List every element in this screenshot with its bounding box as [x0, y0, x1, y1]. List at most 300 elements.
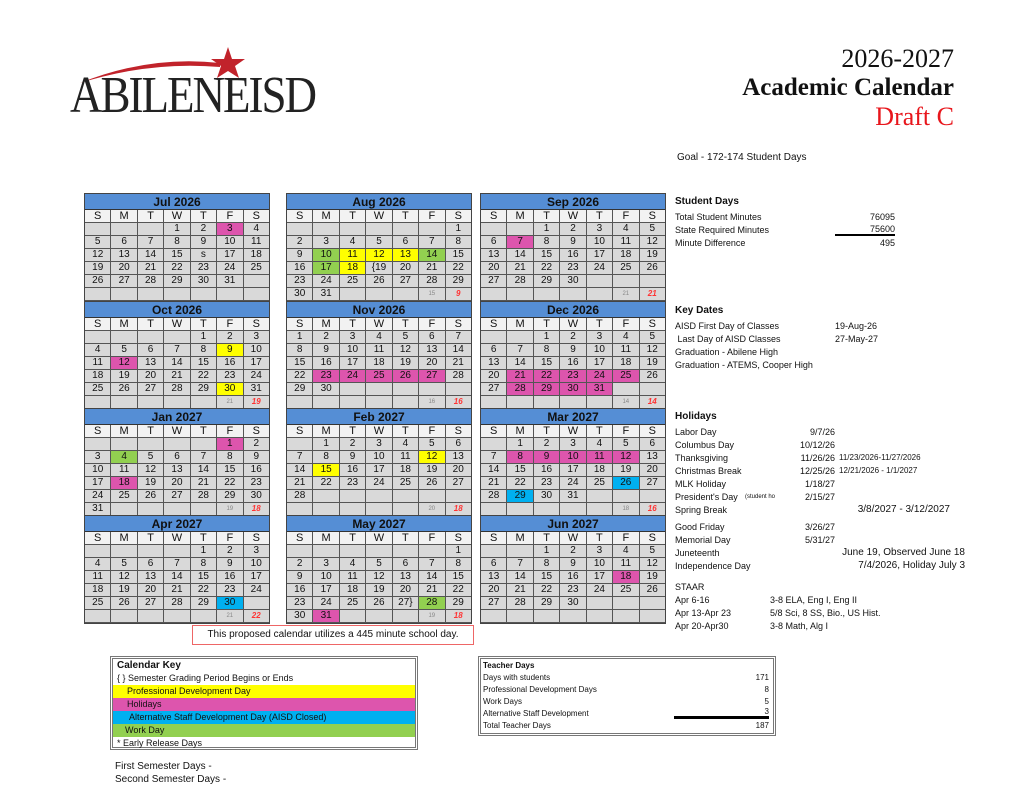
- day-cell: 4: [340, 558, 366, 571]
- week-row: [85, 584, 269, 597]
- day-cell: 3: [217, 223, 243, 236]
- teacher-days-row: [481, 707, 773, 719]
- day-cell: 19: [640, 357, 665, 370]
- week-row: [85, 331, 269, 344]
- teacher-days-title: Teacher Days: [483, 660, 535, 670]
- calendar-key: [110, 656, 418, 750]
- day-cell: 2: [560, 223, 586, 236]
- day-cell: 30: [560, 597, 586, 610]
- weekday-label: T: [340, 210, 366, 223]
- key-dates-section: [675, 305, 935, 371]
- day-cell: 13: [393, 571, 419, 584]
- day-cell: 16: [560, 249, 586, 262]
- holidays-value: 10/12/26: [799, 439, 835, 450]
- day-cell: 3: [587, 331, 613, 344]
- day-cell: 28: [164, 383, 190, 396]
- weekday-label: S: [287, 425, 313, 438]
- day-cell: [164, 438, 190, 451]
- day-cell: 26: [85, 275, 111, 288]
- running-days-count: 18: [446, 610, 471, 623]
- weekday-label: S: [244, 318, 269, 331]
- weekday-label: M: [111, 318, 137, 331]
- day-cell: 26: [138, 490, 164, 503]
- month-oct-2026: [84, 301, 270, 410]
- holidays-label: Spring Break: [675, 504, 728, 515]
- holidays-title: Holidays: [675, 411, 717, 422]
- student-days-section: [675, 196, 900, 249]
- day-cell: [481, 223, 507, 236]
- weekday-header-row: [481, 318, 665, 331]
- weekday-label: S: [85, 318, 111, 331]
- teacher-days-row: [481, 695, 773, 707]
- day-cell: {19: [366, 262, 392, 275]
- week-row: [85, 438, 269, 451]
- weekday-label: M: [111, 210, 137, 223]
- day-cell: 10: [366, 451, 392, 464]
- week-row: [481, 249, 665, 262]
- day-cell: 5: [366, 558, 392, 571]
- day-cell: 18: [85, 370, 111, 383]
- week-row: [85, 357, 269, 370]
- day-cell: 25: [340, 275, 366, 288]
- day-cell: 22: [446, 262, 471, 275]
- week-row: [85, 464, 269, 477]
- day-cell: 16: [534, 464, 560, 477]
- month-title: Sep 2026: [481, 194, 665, 210]
- day-cell: 31: [313, 288, 339, 301]
- day-cell: 6: [446, 438, 471, 451]
- week-row: [481, 262, 665, 275]
- week-row: [85, 558, 269, 571]
- day-cell: 16: [340, 464, 366, 477]
- day-cell: 14: [287, 464, 313, 477]
- semester-days: [115, 760, 226, 786]
- day-cell: 1: [191, 545, 217, 558]
- day-cell: [507, 331, 533, 344]
- day-cell: s: [191, 249, 217, 262]
- day-cell: 31: [587, 383, 613, 396]
- day-cell: 18: [587, 464, 613, 477]
- week-row: [85, 288, 269, 301]
- holidays-row: [675, 425, 965, 438]
- day-cell: [393, 610, 419, 623]
- day-cell: 24: [313, 275, 339, 288]
- running-days-count: 9: [446, 288, 471, 301]
- staar-value: 5/8 Sci, 8 SS, Bio., US Hist.: [770, 607, 881, 618]
- day-cell: [85, 223, 111, 236]
- day-cell: 14: [164, 357, 190, 370]
- weekday-label: S: [287, 318, 313, 331]
- day-cell: 29: [534, 275, 560, 288]
- day-cell: 19: [613, 464, 639, 477]
- day-cell: 17: [340, 357, 366, 370]
- week-row: [287, 584, 471, 597]
- holidays-label: Juneteenth: [675, 547, 720, 558]
- day-cell: [244, 275, 269, 288]
- teacher-days-row: [481, 671, 773, 683]
- day-cell: 2: [560, 545, 586, 558]
- weekday-header-row: [287, 318, 471, 331]
- day-cell: 27: [481, 383, 507, 396]
- key-professional-development: Professional Development Day: [113, 685, 415, 698]
- day-cell: 7: [164, 344, 190, 357]
- weekday-label: S: [481, 318, 507, 331]
- day-cell: [587, 490, 613, 503]
- day-cell: 22: [507, 477, 533, 490]
- holidays-value: 7/4/2026, Holiday July 3: [858, 560, 965, 571]
- weekday-label: S: [446, 532, 471, 545]
- weekday-header-row: [481, 532, 665, 545]
- weekday-label: M: [313, 318, 339, 331]
- day-cell: 12: [613, 451, 639, 464]
- day-cell: 20: [419, 357, 445, 370]
- weekday-label: F: [419, 425, 445, 438]
- week-row: [287, 451, 471, 464]
- student-days-count: 21: [217, 610, 243, 623]
- day-cell: 12: [640, 236, 665, 249]
- day-cell: 2: [244, 438, 269, 451]
- week-row: [287, 545, 471, 558]
- day-cell: [85, 610, 111, 623]
- day-cell: 1: [446, 545, 471, 558]
- weekday-label: S: [446, 425, 471, 438]
- weekday-label: S: [85, 425, 111, 438]
- day-cell: 5: [640, 223, 665, 236]
- day-cell: 1: [164, 223, 190, 236]
- day-cell: 17: [587, 357, 613, 370]
- day-cell: 27: [640, 477, 665, 490]
- day-cell: 4: [366, 331, 392, 344]
- student-days-row: [675, 223, 900, 236]
- day-cell: [446, 490, 471, 503]
- day-cell: 12: [111, 571, 137, 584]
- weekday-label: S: [481, 210, 507, 223]
- day-cell: 8: [446, 558, 471, 571]
- day-cell: 28: [191, 490, 217, 503]
- day-cell: 17: [244, 571, 269, 584]
- weekday-label: F: [217, 532, 243, 545]
- day-cell: [481, 610, 507, 623]
- key-holidays: Holidays: [113, 698, 415, 711]
- day-cell: 1: [534, 331, 560, 344]
- weekday-label: S: [244, 210, 269, 223]
- day-cell: [640, 383, 665, 396]
- day-cell: 3: [85, 451, 111, 464]
- month-may-2027: [286, 515, 472, 624]
- week-row: [85, 249, 269, 262]
- day-cell: 27: [111, 275, 137, 288]
- student-days-count: 14: [613, 396, 639, 409]
- weekday-label: M: [507, 425, 533, 438]
- day-cell: 4: [85, 344, 111, 357]
- day-cell: 6: [111, 236, 137, 249]
- day-cell: [287, 223, 313, 236]
- day-cell: 19: [138, 477, 164, 490]
- week-row: [287, 558, 471, 571]
- teacher-days-label: Days with students: [483, 672, 551, 682]
- day-cell: 11: [587, 451, 613, 464]
- day-cell: 6: [481, 558, 507, 571]
- day-cell: 28: [138, 275, 164, 288]
- week-row: [85, 451, 269, 464]
- weekday-label: S: [640, 318, 665, 331]
- day-cell: 3: [587, 223, 613, 236]
- student-days-count: 20: [419, 503, 445, 516]
- weekday-header-row: [85, 210, 269, 223]
- weekday-label: M: [313, 532, 339, 545]
- day-cell: 14: [419, 571, 445, 584]
- staar-label: Apr 13-Apr 23: [675, 607, 732, 618]
- abilene-isd-logo: ABILENEISD: [70, 45, 340, 115]
- student-days-label: Minute Difference: [675, 237, 746, 248]
- student-days-label: State Required Minutes: [675, 224, 770, 235]
- weekday-label: S: [244, 425, 269, 438]
- key-dates-label: Last Day of AISD Classes: [675, 333, 781, 344]
- month-jul-2026: [84, 193, 270, 302]
- day-cell: [111, 610, 137, 623]
- day-cell: 13: [138, 357, 164, 370]
- staar-label: Apr 6-16: [675, 594, 710, 605]
- staar-row: [675, 593, 965, 606]
- weekday-header-row: [481, 210, 665, 223]
- key-dates-row: [675, 319, 935, 332]
- calendar-key-title: Calendar Key: [117, 660, 181, 671]
- week-row: [481, 477, 665, 490]
- day-cell: 22: [446, 584, 471, 597]
- month-title: Dec 2026: [481, 302, 665, 318]
- day-cell: [85, 438, 111, 451]
- week-row: [85, 344, 269, 357]
- day-cell: 12: [366, 249, 392, 262]
- day-cell: 1: [217, 438, 243, 451]
- day-cell: 11: [340, 249, 366, 262]
- teacher-days-value: 171: [755, 672, 769, 682]
- teacher-days-label: Total Teacher Days: [483, 720, 551, 730]
- week-row: [481, 438, 665, 451]
- week-row: [287, 438, 471, 451]
- week-row: [85, 383, 269, 396]
- weekday-label: W: [560, 532, 586, 545]
- day-cell: [244, 288, 269, 301]
- day-cell: 15: [446, 249, 471, 262]
- day-cell: 20: [481, 584, 507, 597]
- weekday-label: S: [640, 210, 665, 223]
- key-dates-label: Graduation - Abilene High: [675, 346, 779, 357]
- day-cell: [313, 223, 339, 236]
- day-cell: 12: [366, 571, 392, 584]
- day-cell: 8: [217, 451, 243, 464]
- day-cell: [587, 597, 613, 610]
- day-cell: 19: [640, 571, 665, 584]
- weekday-label: S: [640, 532, 665, 545]
- week-row: [287, 288, 471, 301]
- day-cell: [419, 383, 445, 396]
- day-cell: [366, 288, 392, 301]
- day-cell: 6: [138, 344, 164, 357]
- draft-label: Draft C: [875, 102, 954, 131]
- week-row: [287, 236, 471, 249]
- holidays-label: Labor Day: [675, 426, 717, 437]
- day-cell: 28: [419, 597, 445, 610]
- day-cell: 4: [393, 438, 419, 451]
- day-cell: 10: [587, 236, 613, 249]
- day-cell: 31: [313, 610, 339, 623]
- week-row: [287, 249, 471, 262]
- day-cell: 25: [85, 383, 111, 396]
- day-cell: 30: [287, 610, 313, 623]
- day-cell: [111, 545, 137, 558]
- holidays-label: MLK Holiday: [675, 478, 727, 489]
- week-row: [85, 262, 269, 275]
- day-cell: 24: [244, 584, 269, 597]
- day-cell: 15: [446, 571, 471, 584]
- day-cell: 9: [244, 451, 269, 464]
- weekday-label: M: [507, 318, 533, 331]
- day-cell: 23: [287, 275, 313, 288]
- day-cell: 14: [507, 571, 533, 584]
- day-cell: 31: [85, 503, 111, 516]
- day-cell: 7: [138, 236, 164, 249]
- weekday-label: M: [313, 210, 339, 223]
- day-cell: [481, 438, 507, 451]
- day-cell: 3: [313, 558, 339, 571]
- day-cell: 13: [640, 451, 665, 464]
- month-aug-2026: [286, 193, 472, 302]
- day-cell: 18: [111, 477, 137, 490]
- day-cell: [366, 545, 392, 558]
- day-cell: [191, 288, 217, 301]
- day-cell: 4: [111, 451, 137, 464]
- day-cell: 28: [481, 490, 507, 503]
- day-cell: 7: [419, 558, 445, 571]
- day-cell: 11: [613, 344, 639, 357]
- weekday-label: T: [587, 425, 613, 438]
- day-cell: [393, 490, 419, 503]
- holidays-row: [675, 503, 965, 516]
- day-cell: 13: [111, 249, 137, 262]
- day-cell: 13: [481, 571, 507, 584]
- weekday-label: T: [534, 532, 560, 545]
- day-cell: [366, 610, 392, 623]
- day-cell: 6: [393, 236, 419, 249]
- day-cell: 22: [164, 262, 190, 275]
- week-row: [85, 610, 269, 623]
- teacher-days-value: 187: [755, 720, 769, 730]
- goal-text: Goal - 172-174 Student Days: [677, 152, 807, 163]
- day-cell: 13: [164, 464, 190, 477]
- day-cell: 11: [244, 236, 269, 249]
- day-cell: 13: [393, 249, 419, 262]
- day-cell: 20: [164, 477, 190, 490]
- day-cell: 26: [111, 383, 137, 396]
- day-cell: 15: [534, 249, 560, 262]
- day-cell: [587, 275, 613, 288]
- day-cell: 9: [340, 451, 366, 464]
- day-cell: 16: [560, 571, 586, 584]
- day-cell: 1: [507, 438, 533, 451]
- week-row: [481, 490, 665, 503]
- day-cell: 16: [287, 262, 313, 275]
- key-alternative-staff-development: Alternative Staff Development Day (AISD Closed): [113, 711, 415, 724]
- day-cell: 8: [534, 558, 560, 571]
- day-cell: 26: [640, 262, 665, 275]
- day-cell: 22: [313, 477, 339, 490]
- day-cell: 25: [587, 477, 613, 490]
- day-cell: 1: [446, 223, 471, 236]
- month-title: Oct 2026: [85, 302, 269, 318]
- day-cell: 22: [191, 584, 217, 597]
- day-cell: 23: [560, 262, 586, 275]
- day-cell: [640, 490, 665, 503]
- day-cell: 27: [138, 597, 164, 610]
- day-cell: 6: [164, 451, 190, 464]
- day-cell: 23: [560, 370, 586, 383]
- day-cell: [340, 383, 366, 396]
- day-cell: 3: [340, 331, 366, 344]
- day-cell: 30: [244, 490, 269, 503]
- weekday-label: F: [613, 210, 639, 223]
- day-cell: 23: [217, 370, 243, 383]
- month-title: Jul 2026: [85, 194, 269, 210]
- weekday-label: S: [85, 532, 111, 545]
- day-cell: 7: [446, 331, 471, 344]
- week-row: [481, 288, 665, 301]
- day-cell: [613, 610, 639, 623]
- day-cell: 15: [507, 464, 533, 477]
- day-cell: 4: [613, 331, 639, 344]
- day-cell: 16: [313, 357, 339, 370]
- day-cell: 2: [560, 331, 586, 344]
- weekday-label: M: [111, 425, 137, 438]
- day-cell: 15: [287, 357, 313, 370]
- day-cell: 12: [111, 357, 137, 370]
- weekday-label: T: [138, 210, 164, 223]
- day-cell: 29: [191, 383, 217, 396]
- student-days-count: 19: [419, 610, 445, 623]
- day-cell: 29: [287, 383, 313, 396]
- day-cell: 15: [191, 571, 217, 584]
- day-cell: 2: [217, 331, 243, 344]
- day-cell: 12: [640, 344, 665, 357]
- month-title: Aug 2026: [287, 194, 471, 210]
- student-days-count: 15: [419, 288, 445, 301]
- student-days-label: Total Student Minutes: [675, 211, 762, 222]
- day-cell: [613, 275, 639, 288]
- weekday-header-row: [287, 532, 471, 545]
- day-cell: 18: [613, 571, 639, 584]
- month-title: Jun 2027: [481, 516, 665, 532]
- staar-label: Apr 20-Apr30: [675, 620, 729, 631]
- month-apr-2027: [84, 515, 270, 624]
- calendar-title: Academic Calendar: [742, 74, 954, 101]
- week-row: [287, 331, 471, 344]
- running-days-count: 21: [640, 288, 665, 301]
- day-cell: 22: [534, 262, 560, 275]
- day-cell: 24: [217, 262, 243, 275]
- weekday-label: T: [191, 532, 217, 545]
- month-mar-2027: [480, 408, 666, 517]
- day-cell: 19: [640, 249, 665, 262]
- weekday-label: F: [419, 532, 445, 545]
- day-cell: 19: [111, 584, 137, 597]
- day-cell: [640, 275, 665, 288]
- day-cell: 3: [244, 331, 269, 344]
- day-cell: [313, 545, 339, 558]
- holidays-row: [675, 438, 965, 451]
- key-dates-row: [675, 358, 935, 371]
- week-row: [481, 464, 665, 477]
- day-cell: 13: [446, 451, 471, 464]
